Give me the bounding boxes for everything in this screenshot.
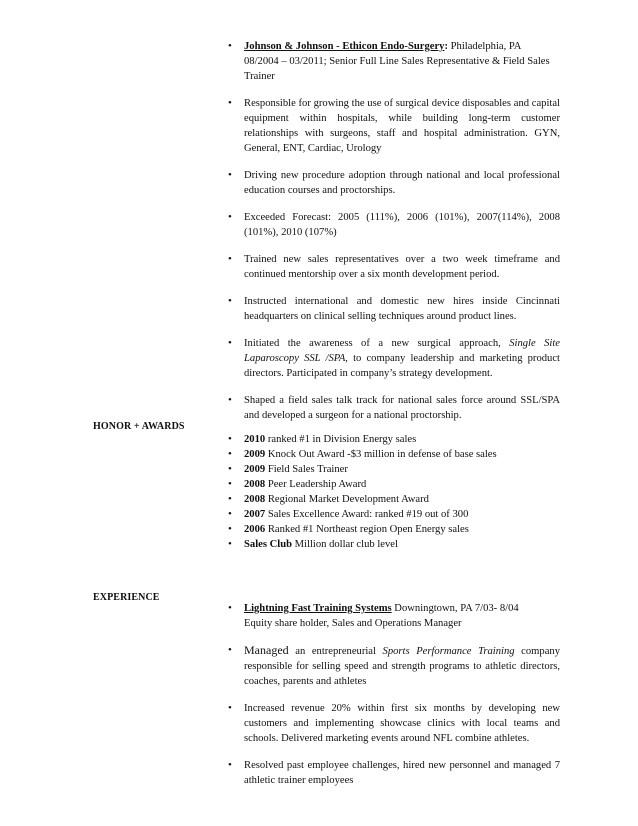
exp-title: Equity share holder, Sales and Operations Manager xyxy=(244,618,462,629)
job1-bullet xyxy=(228,252,560,282)
job1-bullet-text: Driving new procedure adoption through national and local professional education courses and proctorships. xyxy=(244,170,560,196)
job1-dates-title: 08/2004 – 03/2011; Senior Full Line Sales Representative & Field Sales Trainer xyxy=(244,56,550,82)
exp-bullet xyxy=(228,758,560,788)
honor-text: Million dollar club level xyxy=(291,539,398,550)
exp-company: Lightning Fast Training Systems xyxy=(244,603,392,614)
exp-bullet-text: Increased revenue 20% within first six months by developing new customers and implementing showcase clinics with local teams and schools. Delivered marketing events around NFL combine athletes. xyxy=(244,703,560,744)
job1-bullet xyxy=(228,96,560,156)
bullet-icon: • xyxy=(228,433,232,445)
experience-heading: EXPERIENCE xyxy=(93,592,160,603)
job1-bullet xyxy=(228,393,560,423)
job1-bullet xyxy=(228,294,560,324)
exp-bullet-lead: Managed xyxy=(244,643,289,657)
bullet-icon: • xyxy=(228,97,232,109)
exp-location-dates: Downingtown, PA 7/03- 8/04 xyxy=(391,603,519,614)
honor-year: 2006 xyxy=(244,524,266,535)
honor-text: Sales Excellence Award: ranked #19 out of 300 xyxy=(265,509,469,520)
honor-text: Ranked #1 Northeast region Open Energy sales xyxy=(265,524,469,535)
exp-bullet-text: company responsible for selling speed and strength programs to athletic directors, coaches, parents and athletes xyxy=(244,646,561,687)
honor-year: 2009 xyxy=(244,449,266,460)
bullet-icon: • xyxy=(228,478,232,490)
bullet-icon: • xyxy=(228,253,232,265)
job1-bullet-text: Initiated the awareness of a new surgical approach, xyxy=(244,338,510,349)
honor-text: Peer Leadership Award xyxy=(265,479,367,490)
honor-item xyxy=(228,462,560,477)
bullet-icon: • xyxy=(228,523,232,535)
bullet-icon: • xyxy=(228,493,232,505)
bullet-icon: • xyxy=(228,538,232,550)
job1-location: Philadelphia, PA xyxy=(447,41,522,52)
bullet-icon: • xyxy=(228,702,232,714)
honors-list xyxy=(228,432,560,552)
honor-item xyxy=(228,432,560,447)
bullet-icon: • xyxy=(228,211,232,223)
honor-text: Field Sales Trainer xyxy=(265,464,348,475)
job1-bullet xyxy=(228,168,560,198)
job1-bullet xyxy=(228,336,560,381)
honor-year: 2009 xyxy=(244,464,266,475)
honor-year: Sales Club xyxy=(244,539,292,550)
exp-bullet-text: Resolved past employee challenges, hired new personnel and managed 7 athletic trainer employees xyxy=(244,760,560,786)
bullet-icon: • xyxy=(228,508,232,520)
bullet-icon: • xyxy=(228,40,232,52)
job1-bullet-text: Shaped a field sales talk track for national sales force around SSL/SPA and developed a surgeon for a national proctorship. xyxy=(244,395,560,421)
honor-text: ranked #1 in Division Energy sales xyxy=(265,434,417,445)
exp-bullet xyxy=(228,643,560,689)
bullet-icon: • xyxy=(228,644,232,656)
job1-company-colon: : xyxy=(444,41,448,52)
bullet-icon: • xyxy=(228,337,232,349)
job1-bullet xyxy=(228,210,560,240)
honor-item xyxy=(228,492,560,507)
honor-year: 2010 xyxy=(244,434,266,445)
honor-item xyxy=(228,537,560,552)
job1-bullet-italic: Single Site Laparoscopy SSL /SPA, xyxy=(244,338,560,364)
honors-heading: HONOR + AWARDS xyxy=(93,421,185,432)
honor-text: Knock Out Award -$3 million in defense of base sales xyxy=(265,449,497,460)
honor-item xyxy=(228,477,560,492)
bullet-icon: • xyxy=(228,295,232,307)
exp-bullet-italic: Sports Performance Training xyxy=(382,646,515,657)
bullet-icon: • xyxy=(228,463,232,475)
job1-bullet-text: Exceeded Forecast: 2005 (111%), 2006 (101%), 2007(114%), 2008 (101%), 2010 (107%) xyxy=(244,212,560,238)
job1-bullet-text: Responsible for growing the use of surgical device disposables and capital equipment within hospitals, while building long-term customer relationships with surgeons, staff and hospital administration. GYN, General, ENT, Cardiac, Urology xyxy=(244,98,560,154)
honor-year: 2008 xyxy=(244,494,266,505)
experience-list xyxy=(228,601,560,800)
job1-bullet-text: Trained new sales representatives over a two week timeframe and continued mentorship over a six month development period. xyxy=(244,254,560,280)
honor-text: Regional Market Development Award xyxy=(265,494,429,505)
honor-year: 2008 xyxy=(244,479,266,490)
bullet-icon: • xyxy=(228,169,232,181)
job1-bullet-list xyxy=(228,39,560,435)
bullet-icon: • xyxy=(228,448,232,460)
job1-bullet-text: to company leadership and marketing product directors. Participated in company’s strategy development. xyxy=(244,353,561,379)
honor-year: 2007 xyxy=(244,509,266,520)
exp-header-item xyxy=(228,601,560,631)
honor-item xyxy=(228,507,560,522)
bullet-icon: • xyxy=(228,602,232,614)
honor-item xyxy=(228,447,560,462)
exp-bullet xyxy=(228,701,560,746)
bullet-icon: • xyxy=(228,759,232,771)
honor-item xyxy=(228,522,560,537)
job1-company: Johnson & Johnson - Ethicon Endo-Surgery xyxy=(244,41,445,52)
job1-header-item xyxy=(228,39,560,84)
exp-bullet-text: an entrepreneurial xyxy=(288,646,383,657)
bullet-icon: • xyxy=(228,394,232,406)
job1-bullet-text: Instructed international and domestic new hires inside Cincinnati headquarters on clinical selling techniques around product lines. xyxy=(244,296,560,322)
